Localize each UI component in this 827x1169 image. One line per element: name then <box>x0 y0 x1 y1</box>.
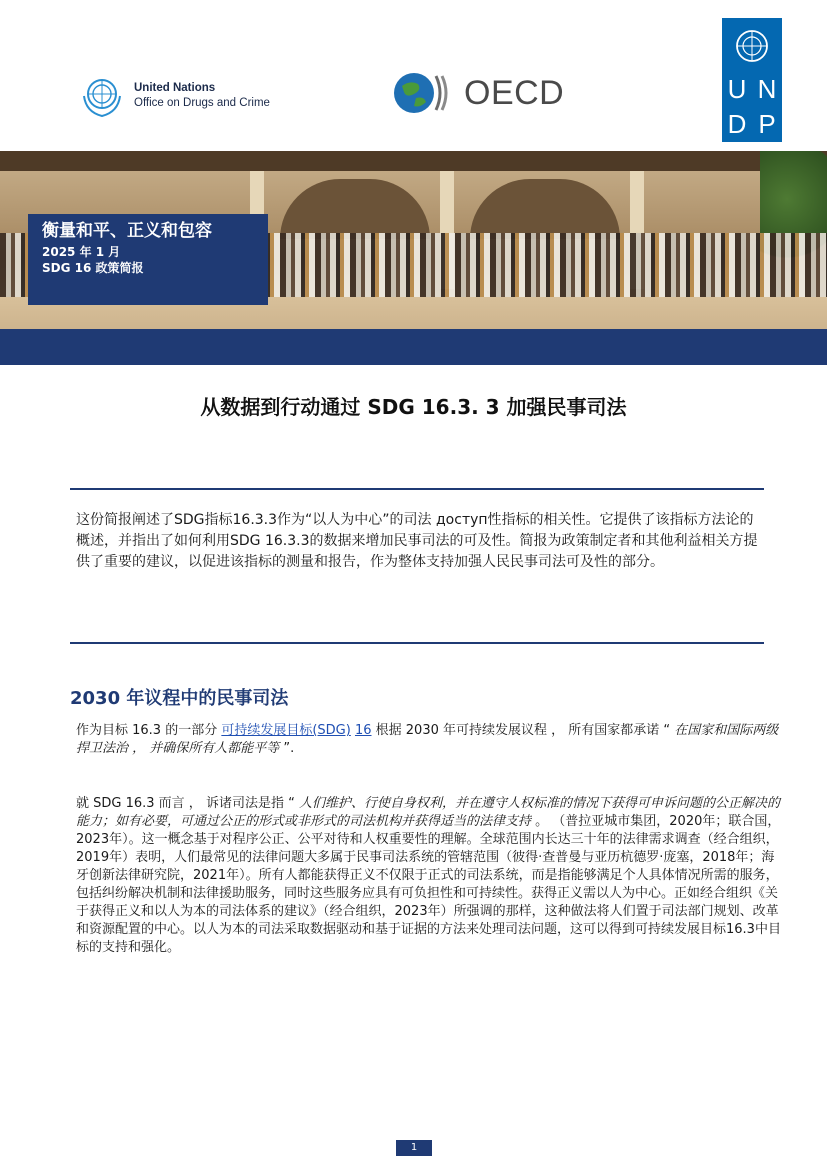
para1-before-link: 作为目标 16.3 的一部分 <box>76 723 222 738</box>
unodc-line1: United Nations <box>134 82 216 94</box>
section-heading: 2030 年议程中的民事司法 <box>70 688 289 709</box>
para2-rest: 。 （普拉亚城市集团，2020年；联合国，2023年）。这一概念基于对程序公正、公平对待和人权重要性的理解。全球范围内长达三十年的法律需求调查（经合组织，2019年）表明，人们最常见的法律问题大多属于民事司法系统的管辖范围（彼得·查普曼与亚历杭德罗·庞塞，2018年；海牙创新法律研究院，2021年）。所有人都能获得正义不仅限于正式的司法系统，而是指能够满足个人具体情况所需的服务，包括纠纷解决机制和法律援助服务，同时这些服务应具有可负担性和可持续性。获得正义需以人为中心。正如经合组织《关于获得正义和以人为本的司法体系的建议》（经合组织，2023年）所强调的那样，这种做法将人们置于司法部门规划、改革和资源配置的中心。以人为本的司法采取数据驱动和基于证据的方法来处理司法问题，这可以得到可持续发展目标16.3中目标的支持和强化。 <box>76 814 781 955</box>
oecd-wordmark: OECD <box>464 73 565 112</box>
para2-quote: 人们维护、行使自身权利，并在遵守人权标准的情况下获得可申诉问题的公正解决的能力；如有必要，可通过公正的形式或非形式的司法机构并获得适当的法律支持 <box>76 796 780 829</box>
photo-roof <box>0 151 827 171</box>
undp-logo <box>722 18 782 142</box>
undp-letter: N <box>757 74 777 104</box>
oecd-logo <box>392 70 572 116</box>
navy-divider-bar <box>0 329 827 365</box>
para1-after: ”. <box>279 741 295 756</box>
sdg-link[interactable]: 可持续发展目标(SDG) <box>221 723 351 738</box>
un-emblem-icon <box>722 18 782 72</box>
summary-bottom-rule <box>70 642 764 644</box>
undp-letter: D <box>727 109 747 139</box>
para1-quote: 在国家和国际两级捍卫法治 ， 并确保所有人都能平等 <box>76 723 779 756</box>
page-number: 1 <box>396 1140 432 1156</box>
summary-top-rule <box>70 488 764 490</box>
sdg16-link[interactable]: 16 <box>354 723 372 738</box>
series-name: SDG 16 政策简报 <box>42 261 144 275</box>
unodc-line2: Office on Drugs and Crime <box>134 97 270 109</box>
access-to-justice-paragraph <box>76 795 786 957</box>
publication-date: 2025 年 1 月 <box>42 245 121 259</box>
oecd-globe-icon <box>392 70 458 116</box>
un-emblem-icon <box>78 74 126 118</box>
undp-letter: P <box>758 109 776 139</box>
summary-paragraph: 这份简报阐述了SDG指标16.3.3作为“以人为中心”的司法 доступ性指标的相关性。它提供了该指标方法论的概述，并指出了如何利用SDG 16.3.3的数据来增加民事司法的可及性。简报为政策制定者和其他利益相关方提供了重要的建议，以促进该指标的测量和报告，作为整体支持加强人民民事司法可及性的部分。 <box>76 512 758 570</box>
series-title-box <box>28 214 268 305</box>
para2-intro: 就 SDG 16.3 而言 ， 诉诸司法是指 “ <box>76 796 299 811</box>
unodc-name <box>134 81 270 111</box>
undp-letters <box>722 72 782 142</box>
unodc-logo <box>78 74 288 118</box>
series-title: 衡量和平、正义和包容 <box>42 221 212 241</box>
para1-middle: 根据 2030 年可持续发展议程 ， 所有国家都承诺 “ <box>371 723 675 738</box>
intro-paragraph <box>76 722 786 758</box>
document-title: 从数据到行动通过 SDG 16.3. 3 加强民事司法 <box>200 395 627 419</box>
undp-letter: U <box>727 74 747 104</box>
